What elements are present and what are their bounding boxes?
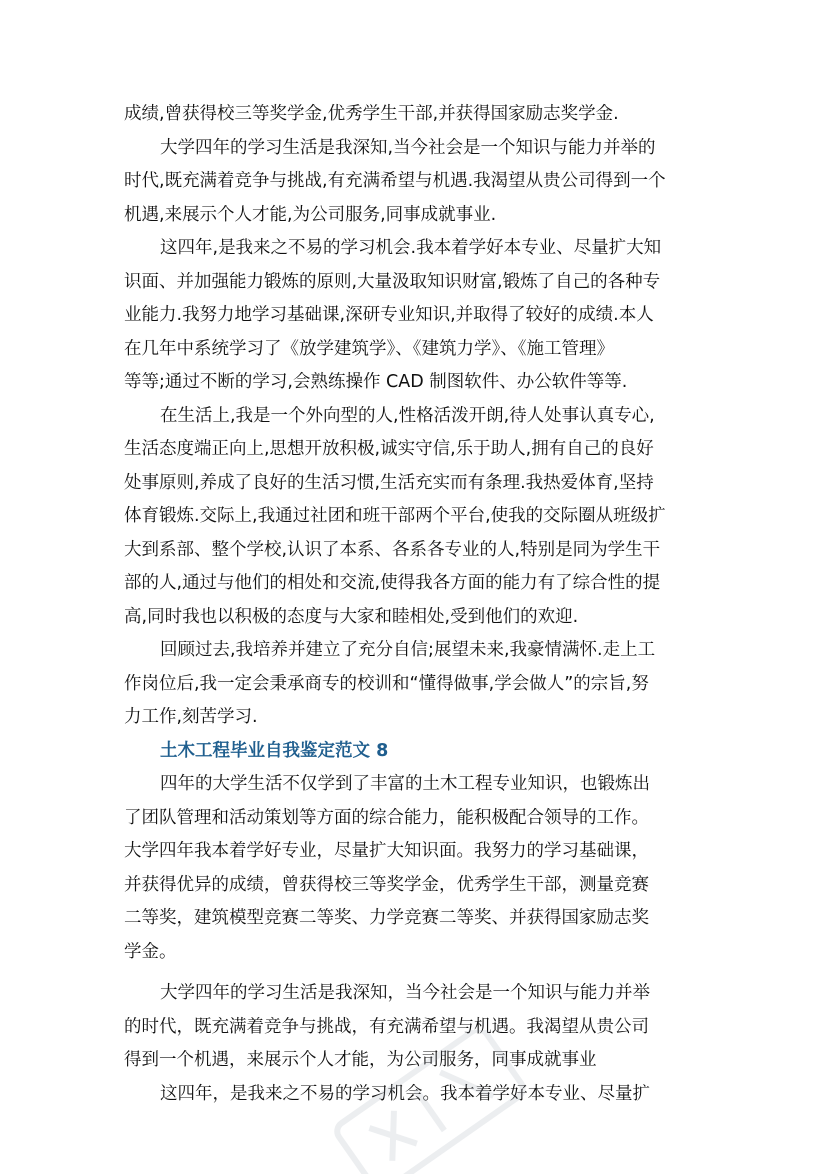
paragraph [124, 232, 714, 400]
paragraph-line: 这四年，是我来之不易的学习机会。我本着学好本专业、尽量扩 [160, 1083, 650, 1104]
paragraph-line: 的时代，既充满着竞争与挑战，有充满希望与机遇。我渴望从贵公司 [124, 1016, 649, 1037]
paragraph-line: 在几年中系统学习了《放学建筑学》、《建筑力学》、《施工管理》 [124, 338, 614, 359]
paragraph-line: 力工作,刻苦学习. [124, 707, 258, 727]
paragraph-line: 得到一个机遇，来展示个人才能，为公司服务，同事成就事业 [124, 1050, 597, 1070]
text-block-1 [124, 98, 714, 735]
paragraph-line: 大学四年的学习生活是我深知,当今社会是一个知识与能力并举的 [160, 137, 656, 158]
text-block-2 [124, 768, 714, 1111]
paragraph-line: 等等;通过不断的学习,会熟练操作 CAD 制图软件、办公软件等等. [124, 372, 628, 392]
paragraph [124, 400, 714, 635]
paragraph-gap [124, 969, 714, 977]
section-heading: 土木工程毕业自我鉴定范文 8 [160, 740, 389, 761]
paragraph-line: 处事原则,养成了良好的生活习惯,生活充实而有条理.我热爱体育,坚持 [124, 472, 654, 493]
paragraph-line: 学金。 [124, 941, 177, 962]
paragraph-line: 成绩,曾获得校三等奖学金,优秀学生干部,并获得国家励志奖学金. [124, 104, 619, 124]
paragraph-line: 生活态度端正向上,思想开放积极,诚实守信,乐于助人,拥有自己的良好 [124, 439, 654, 459]
paragraph [124, 634, 714, 735]
paragraph-line: 机遇,来展示个人才能,为公司服务,同事成就事业. [124, 204, 497, 225]
paragraph-line: 二等奖，建筑模型竞赛二等奖、力学竞赛二等奖、并获得国家励志奖 [124, 908, 649, 928]
paragraph [124, 98, 714, 132]
paragraph-line: 并获得优异的成绩，曾获得校三等奖学金，优秀学生干部，测量竞赛 [124, 874, 649, 895]
paragraph-line: 部的人,通过与他们的相处和交流,使得我各方面的能力有了综合性的提 [124, 573, 661, 593]
paragraph [124, 1078, 714, 1112]
paragraph-line: 了团队管理和活动策划等方面的综合能力，能积极配合领导的工作。 [124, 807, 649, 828]
paragraph-line: 大学四年我本着学好专业，尽量扩大知识面。我努力的学习基础课， [124, 841, 649, 861]
paragraph [124, 132, 714, 233]
paragraph-line: 识面、并加强能力锻炼的原则,大量汲取知识财富,锻炼了自己的各种专 [124, 271, 661, 292]
paragraph-line: 在生活上,我是一个外向型的人,性格活泼开朗,待人处事认真专心, [160, 405, 655, 426]
paragraph-line: 回顾过去,我培养并建立了充分自信;展望未来,我豪情满怀.走上工 [160, 640, 656, 660]
paragraph-line: 体育锻炼.交际上,我通过社团和班干部两个平台,使我的交际圈从班级扩 [124, 506, 666, 526]
paragraph-line: 四年的大学生活不仅学到了丰富的土木工程专业知识，也锻炼出 [160, 774, 650, 794]
paragraph-line: 时代,既充满着竞争与挑战,有充满希望与机遇.我渴望从贵公司得到一个 [124, 171, 666, 191]
paragraph [124, 977, 714, 1078]
document-body [124, 98, 714, 1111]
paragraph-line: 高,同时我也以积极的态度与大家和睦相处,受到他们的欢迎. [124, 606, 579, 627]
paragraph [124, 768, 714, 969]
paragraph-line: 业能力.我努力地学习基础课,深研专业知识,并取得了较好的成绩.本人 [124, 305, 654, 325]
paragraph-line: 作岗位后,我一定会秉承商专的校训和“懂得做事,学会做人”的宗旨,努 [124, 673, 649, 694]
paragraph-line: 这四年,是我来之不易的学习机会.我本着学好本专业、尽量扩大知 [160, 238, 662, 258]
paragraph-line: 大到系部、整个学校,认识了本系、各系各专业的人,特别是同为学生干 [124, 539, 661, 560]
paragraph-line: 大学四年的学习生活是我深知，当今社会是一个知识与能力并举 [160, 983, 650, 1003]
